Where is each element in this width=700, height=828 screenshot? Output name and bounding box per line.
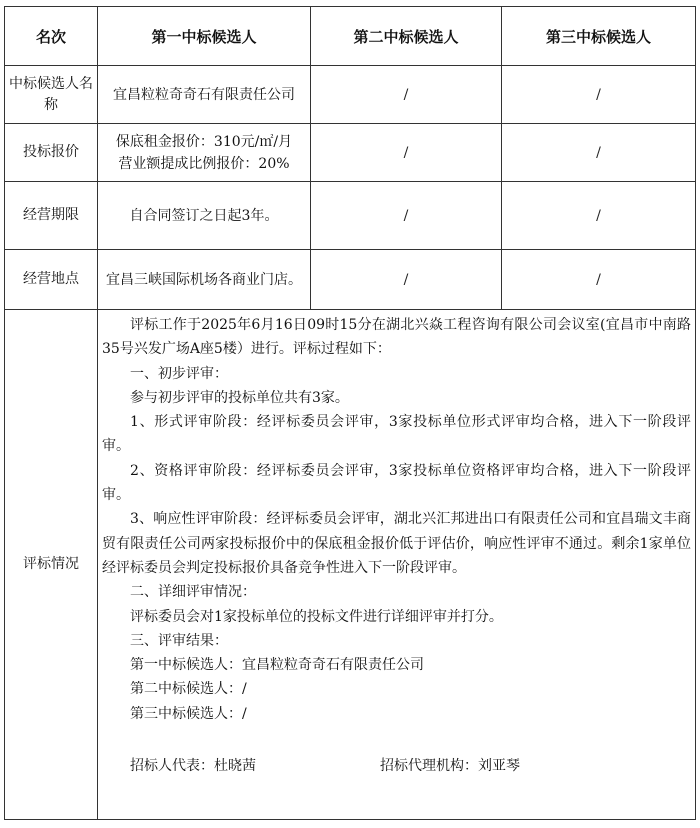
second-candidate-price: / bbox=[311, 124, 502, 182]
signature-line bbox=[102, 754, 691, 778]
third-candidate-location: / bbox=[502, 250, 696, 310]
bid-result-table bbox=[4, 6, 696, 820]
row-label-bid-price: 投标报价 bbox=[5, 124, 98, 182]
evaluation-details bbox=[98, 310, 696, 820]
third-candidate-name: / bbox=[502, 66, 696, 124]
result-third-candidate: 第三中标候选人：/ bbox=[130, 705, 247, 722]
first-candidate-location: 宜昌三峡国际机场各商业门店。 bbox=[98, 250, 311, 310]
evaluation-intro: 评标工作于2025年6月16日09时15分在湖北兴焱工程咨询有限公司会议室(宜昌市中南路35号兴发广场A座5楼）进行。评标过程如下： bbox=[102, 317, 691, 358]
table-row bbox=[5, 182, 696, 250]
first-candidate-name: 宜昌粒粒奇奇石有限责任公司 bbox=[98, 66, 311, 124]
row-label-candidate-name: 中标候选人名称 bbox=[5, 66, 98, 124]
preliminary-review-count: 参与初步评审的投标单位共有3家。 bbox=[130, 389, 349, 406]
result-first-candidate: 第一中标候选人：宜昌粒粒奇奇石有限责任公司 bbox=[130, 657, 424, 674]
header-first-candidate: 第一中标候选人 bbox=[98, 7, 311, 66]
second-candidate-name: / bbox=[311, 66, 502, 124]
qualification-review-item: 2、资格评审阶段：经评标委员会评审，3家投标单位资格评审均合格，进入下一阶段评审。 bbox=[102, 462, 691, 504]
row-label-location: 经营地点 bbox=[5, 250, 98, 310]
header-row bbox=[5, 7, 696, 66]
header-second-candidate: 第二中标候选人 bbox=[311, 7, 502, 66]
header-third-candidate: 第三中标候选人 bbox=[502, 7, 696, 66]
second-candidate-location: / bbox=[311, 250, 502, 310]
third-candidate-term: / bbox=[502, 182, 696, 250]
tenderer-representative: 招标人代表：杜晓茜 bbox=[130, 758, 256, 775]
table-row bbox=[5, 124, 696, 182]
table-row bbox=[5, 250, 696, 310]
third-candidate-price: / bbox=[502, 124, 696, 182]
preliminary-review-title: 一、初步评审： bbox=[130, 365, 228, 382]
detailed-review-title: 二、详细评审情况： bbox=[130, 584, 256, 601]
first-candidate-price bbox=[98, 124, 311, 182]
table-row bbox=[5, 310, 696, 820]
detailed-review-text: 评标委员会对1家投标单位的投标文件进行详细评审并打分。 bbox=[130, 608, 503, 625]
row-label-evaluation: 评标情况 bbox=[5, 310, 98, 820]
form-review-item: 1、形式评审阶段：经评标委员会评审，3家投标单位形式评审均合格，进入下一阶段评审。 bbox=[102, 414, 691, 455]
revenue-share-quote: 营业额提成比例报价：20% bbox=[118, 155, 290, 172]
responsiveness-review-item: 3、响应性评审阶段：经评标委员会评审，湖北兴汇邦进出口有限责任公司和宜昌瑞文丰商贸有限责任公司两家投标报价中的保底租金报价低于评估价，响应性评审不通过。剩余1家单位经评标委员会判定投标报价具备竞争性进入下一阶段评审。 bbox=[102, 511, 691, 576]
base-rent-quote: 保底租金报价：310元/㎡/月 bbox=[115, 133, 293, 150]
review-result-title: 三、评审结果： bbox=[130, 632, 228, 649]
table-row bbox=[5, 66, 696, 124]
result-second-candidate: 第二中标候选人：/ bbox=[130, 681, 247, 698]
first-candidate-term: 自合同签订之日起3年。 bbox=[98, 182, 311, 250]
bidding-agency: 招标代理机构：刘亚琴 bbox=[380, 758, 520, 775]
header-rank: 名次 bbox=[5, 7, 98, 66]
row-label-term: 经营期限 bbox=[5, 182, 98, 250]
second-candidate-term: / bbox=[311, 182, 502, 250]
